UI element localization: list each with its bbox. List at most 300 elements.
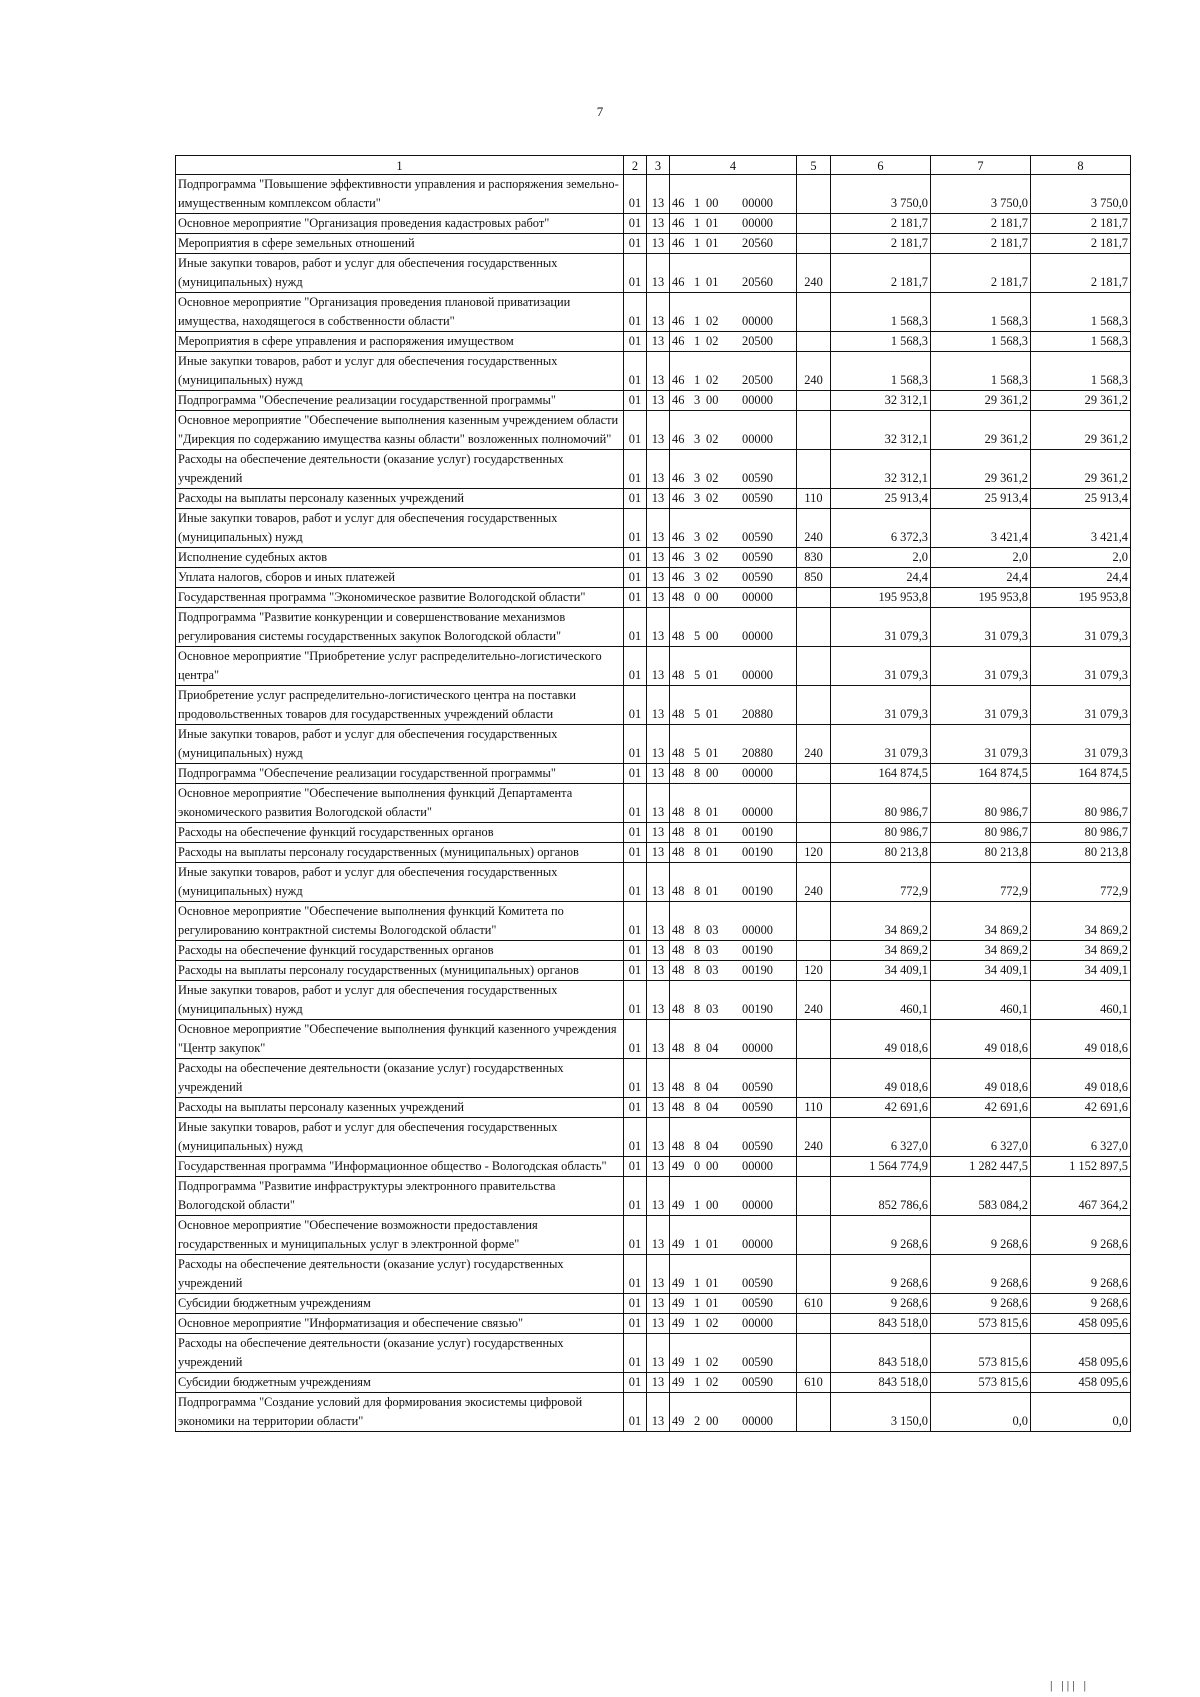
section-code: 01 xyxy=(624,1334,647,1373)
subsection-code: 13 xyxy=(647,784,670,823)
expense-type-code xyxy=(797,1334,831,1373)
amount-col-6: 9 268,6 xyxy=(831,1216,931,1255)
table-row xyxy=(176,1059,1131,1098)
target-article-part: 00000 xyxy=(742,1041,773,1055)
amount-col-6: 9 268,6 xyxy=(831,1294,931,1314)
target-article-part: 48 xyxy=(672,943,685,957)
target-article-part: 00000 xyxy=(742,766,773,780)
target-article-part: 00 xyxy=(706,393,719,407)
target-article-part: 46 xyxy=(672,393,685,407)
target-article-part: 00 xyxy=(706,590,719,604)
target-article-part: 00590 xyxy=(742,491,773,505)
row-name: Расходы на обеспечение деятельности (оказание услуг) государственных учреждений xyxy=(176,1334,624,1373)
target-article-part: 02 xyxy=(706,491,719,505)
target-article-part: 49 xyxy=(672,1237,685,1251)
expense-type-code: 830 xyxy=(797,548,831,568)
target-article-part: 02 xyxy=(706,471,719,485)
subsection-code: 13 xyxy=(647,588,670,608)
amount-col-7: 49 018,6 xyxy=(931,1059,1031,1098)
target-article-part: 48 xyxy=(672,629,685,643)
table-row xyxy=(176,1157,1131,1177)
target-article-part: 1 xyxy=(694,334,701,348)
amount-col-7: 80 986,7 xyxy=(931,784,1031,823)
section-code: 01 xyxy=(624,175,647,214)
target-article-code xyxy=(670,352,797,391)
expense-type-code xyxy=(797,332,831,352)
target-article-part: 8 xyxy=(694,766,701,780)
amount-col-7: 2 181,7 xyxy=(931,234,1031,254)
amount-col-6: 31 079,3 xyxy=(831,686,931,725)
target-article-code xyxy=(670,1216,797,1255)
column-header: 6 xyxy=(831,156,931,175)
row-name: Расходы на выплаты персоналу государственных (муниципальных) органов xyxy=(176,843,624,863)
section-code: 01 xyxy=(624,588,647,608)
subsection-code: 13 xyxy=(647,411,670,450)
target-article-part: 00590 xyxy=(742,530,773,544)
target-article-code xyxy=(670,1098,797,1118)
target-article-part: 46 xyxy=(672,314,685,328)
target-article-part: 48 xyxy=(672,845,685,859)
expense-type-code xyxy=(797,1059,831,1098)
expense-type-code xyxy=(797,293,831,332)
target-article-part: 00590 xyxy=(742,471,773,485)
row-name: Приобретение услуг распределительно-логистического центра на поставки продовольственных товаров для государственных учреждений области xyxy=(176,686,624,725)
subsection-code: 13 xyxy=(647,961,670,981)
amount-col-8: 2 181,7 xyxy=(1031,234,1131,254)
amount-col-6: 6 372,3 xyxy=(831,509,931,548)
target-article-part: 0 xyxy=(694,1159,701,1173)
amount-col-8: 9 268,6 xyxy=(1031,1294,1131,1314)
table-row xyxy=(176,568,1131,588)
subsection-code: 13 xyxy=(647,1098,670,1118)
amount-col-7: 772,9 xyxy=(931,863,1031,902)
amount-col-6: 24,4 xyxy=(831,568,931,588)
table-row xyxy=(176,1216,1131,1255)
amount-col-8: 9 268,6 xyxy=(1031,1255,1131,1294)
amount-col-8: 2,0 xyxy=(1031,548,1131,568)
amount-col-8: 164 874,5 xyxy=(1031,764,1131,784)
amount-col-8: 31 079,3 xyxy=(1031,608,1131,647)
expense-type-code xyxy=(797,647,831,686)
amount-col-6: 1 568,3 xyxy=(831,293,931,332)
subsection-code: 13 xyxy=(647,686,670,725)
amount-col-7: 31 079,3 xyxy=(931,647,1031,686)
table-row xyxy=(176,254,1131,293)
amount-col-7: 1 568,3 xyxy=(931,293,1031,332)
target-article-part: 00000 xyxy=(742,432,773,446)
amount-col-7: 573 815,6 xyxy=(931,1314,1031,1334)
subsection-code: 13 xyxy=(647,764,670,784)
amount-col-7: 195 953,8 xyxy=(931,588,1031,608)
row-name: Расходы на обеспечение деятельности (оказание услуг) государственных учреждений xyxy=(176,1255,624,1294)
table-row xyxy=(176,1314,1131,1334)
amount-col-6: 32 312,1 xyxy=(831,450,931,489)
target-article-part: 46 xyxy=(672,432,685,446)
target-article-code xyxy=(670,1177,797,1216)
amount-col-8: 458 095,6 xyxy=(1031,1314,1131,1334)
subsection-code: 13 xyxy=(647,941,670,961)
target-article-code xyxy=(670,254,797,293)
target-article-part: 49 xyxy=(672,1355,685,1369)
column-header: 7 xyxy=(931,156,1031,175)
row-name: Подпрограмма "Развитие инфраструктуры электронного правительства Вологодской области" xyxy=(176,1177,624,1216)
target-article-code xyxy=(670,1294,797,1314)
table-row xyxy=(176,1098,1131,1118)
amount-col-7: 3 421,4 xyxy=(931,509,1031,548)
amount-col-8: 34 869,2 xyxy=(1031,941,1131,961)
target-article-code xyxy=(670,489,797,509)
table-row xyxy=(176,981,1131,1020)
amount-col-8: 24,4 xyxy=(1031,568,1131,588)
amount-col-7: 573 815,6 xyxy=(931,1373,1031,1393)
expense-type-code xyxy=(797,588,831,608)
table-row xyxy=(176,902,1131,941)
row-name: Мероприятия в сфере земельных отношений xyxy=(176,234,624,254)
amount-col-6: 460,1 xyxy=(831,981,931,1020)
row-name: Подпрограмма "Развитие конкуренции и совершенствование механизмов регулирования системы государственных закупок Вологодской области" xyxy=(176,608,624,647)
column-header: 4 xyxy=(670,156,797,175)
amount-col-6: 1 568,3 xyxy=(831,332,931,352)
target-article-part: 00190 xyxy=(742,1002,773,1016)
amount-col-6: 2,0 xyxy=(831,548,931,568)
target-article-part: 48 xyxy=(672,1139,685,1153)
target-article-part: 49 xyxy=(672,1316,685,1330)
expense-type-code: 110 xyxy=(797,489,831,509)
target-article-part: 46 xyxy=(672,275,685,289)
target-article-part: 00 xyxy=(706,1159,719,1173)
target-article-part: 1 xyxy=(694,314,701,328)
target-article-part: 3 xyxy=(694,432,701,446)
subsection-code: 13 xyxy=(647,332,670,352)
expense-type-code: 240 xyxy=(797,254,831,293)
amount-col-8: 458 095,6 xyxy=(1031,1334,1131,1373)
section-code: 01 xyxy=(624,489,647,509)
target-article-part: 20560 xyxy=(742,236,773,250)
row-name: Мероприятия в сфере управления и распоряжения имуществом xyxy=(176,332,624,352)
target-article-part: 1 xyxy=(694,1375,701,1389)
amount-col-7: 80 986,7 xyxy=(931,823,1031,843)
target-article-part: 3 xyxy=(694,491,701,505)
table-row xyxy=(176,1393,1131,1432)
target-article-part: 03 xyxy=(706,923,719,937)
amount-col-7: 24,4 xyxy=(931,568,1031,588)
section-code: 01 xyxy=(624,784,647,823)
section-code: 01 xyxy=(624,1393,647,1432)
expense-type-code xyxy=(797,1314,831,1334)
section-code: 01 xyxy=(624,214,647,234)
section-code: 01 xyxy=(624,608,647,647)
target-article-part: 48 xyxy=(672,590,685,604)
target-article-part: 46 xyxy=(672,334,685,348)
row-name: Иные закупки товаров, работ и услуг для обеспечения государственных (муниципальных) нужд xyxy=(176,725,624,764)
amount-col-7: 49 018,6 xyxy=(931,1020,1031,1059)
amount-col-6: 32 312,1 xyxy=(831,391,931,411)
amount-col-7: 9 268,6 xyxy=(931,1255,1031,1294)
table-row xyxy=(176,450,1131,489)
subsection-code: 13 xyxy=(647,1059,670,1098)
amount-col-8: 80 213,8 xyxy=(1031,843,1131,863)
target-article-part: 8 xyxy=(694,1002,701,1016)
target-article-part: 00000 xyxy=(742,196,773,210)
target-article-part: 00000 xyxy=(742,923,773,937)
subsection-code: 13 xyxy=(647,1157,670,1177)
target-article-part: 03 xyxy=(706,943,719,957)
column-header: 8 xyxy=(1031,156,1131,175)
amount-col-8: 80 986,7 xyxy=(1031,823,1131,843)
amount-col-6: 1 564 774,9 xyxy=(831,1157,931,1177)
amount-col-8: 1 568,3 xyxy=(1031,332,1131,352)
table-row xyxy=(176,1255,1131,1294)
section-code: 01 xyxy=(624,1177,647,1216)
target-article-part: 46 xyxy=(672,216,685,230)
target-article-part: 00000 xyxy=(742,216,773,230)
table-row xyxy=(176,764,1131,784)
amount-col-6: 25 913,4 xyxy=(831,489,931,509)
expense-type-code xyxy=(797,823,831,843)
target-article-code xyxy=(670,1255,797,1294)
target-article-part: 46 xyxy=(672,196,685,210)
section-code: 01 xyxy=(624,1118,647,1157)
target-article-part: 01 xyxy=(706,746,719,760)
amount-col-8: 3 421,4 xyxy=(1031,509,1131,548)
amount-col-7: 1 568,3 xyxy=(931,332,1031,352)
row-name: Расходы на выплаты персоналу казенных учреждений xyxy=(176,489,624,509)
target-article-part: 00000 xyxy=(742,314,773,328)
target-article-part: 00590 xyxy=(742,1100,773,1114)
budget-table xyxy=(175,155,1131,1432)
target-article-part: 00 xyxy=(706,196,719,210)
subsection-code: 13 xyxy=(647,1020,670,1059)
column-header: 2 xyxy=(624,156,647,175)
target-article-part: 49 xyxy=(672,1198,685,1212)
target-article-part: 49 xyxy=(672,1159,685,1173)
table-row xyxy=(176,352,1131,391)
table-row xyxy=(176,1118,1131,1157)
amount-col-6: 3 750,0 xyxy=(831,175,931,214)
amount-col-6: 34 869,2 xyxy=(831,902,931,941)
section-code: 01 xyxy=(624,450,647,489)
row-name: Основное мероприятие "Организация проведения плановой приватизации имущества, находящегося в собственности области" xyxy=(176,293,624,332)
target-article-part: 3 xyxy=(694,550,701,564)
target-article-part: 5 xyxy=(694,707,701,721)
expense-type-code: 850 xyxy=(797,568,831,588)
amount-col-6: 49 018,6 xyxy=(831,1059,931,1098)
row-name: Расходы на обеспечение деятельности (оказание услуг) государственных учреждений xyxy=(176,1059,624,1098)
target-article-part: 8 xyxy=(694,1139,701,1153)
section-code: 01 xyxy=(624,352,647,391)
expense-type-code xyxy=(797,764,831,784)
target-article-part: 8 xyxy=(694,1080,701,1094)
amount-col-8: 29 361,2 xyxy=(1031,411,1131,450)
table-body xyxy=(176,175,1131,1432)
target-article-part: 1 xyxy=(694,275,701,289)
expense-type-code: 610 xyxy=(797,1294,831,1314)
target-article-code xyxy=(670,293,797,332)
target-article-part: 00000 xyxy=(742,1237,773,1251)
row-name: Основное мероприятие "Обеспечение выполнения функций Комитета по регулированию контрактной системы Вологодской области" xyxy=(176,902,624,941)
target-article-part: 8 xyxy=(694,845,701,859)
row-name: Исполнение судебных актов xyxy=(176,548,624,568)
target-article-part: 1 xyxy=(694,1296,701,1310)
amount-col-6: 843 518,0 xyxy=(831,1334,931,1373)
expense-type-code xyxy=(797,1255,831,1294)
subsection-code: 13 xyxy=(647,1177,670,1216)
target-article-part: 46 xyxy=(672,530,685,544)
subsection-code: 13 xyxy=(647,1216,670,1255)
target-article-part: 00190 xyxy=(742,963,773,977)
section-code: 01 xyxy=(624,1216,647,1255)
target-article-code xyxy=(670,1059,797,1098)
table-row xyxy=(176,489,1131,509)
target-article-part: 01 xyxy=(706,1237,719,1251)
amount-col-8: 29 361,2 xyxy=(1031,391,1131,411)
row-name: Иные закупки товаров, работ и услуг для обеспечения государственных (муниципальных) нужд xyxy=(176,981,624,1020)
column-header-row xyxy=(176,156,1131,175)
target-article-code xyxy=(670,234,797,254)
expense-type-code xyxy=(797,234,831,254)
table-row xyxy=(176,588,1131,608)
expense-type-code xyxy=(797,1393,831,1432)
target-article-part: 00000 xyxy=(742,1316,773,1330)
target-article-code xyxy=(670,686,797,725)
target-article-part: 1 xyxy=(694,1237,701,1251)
expense-type-code: 240 xyxy=(797,725,831,764)
row-name: Субсидии бюджетным учреждениям xyxy=(176,1294,624,1314)
target-article-part: 02 xyxy=(706,1316,719,1330)
target-article-part: 01 xyxy=(706,216,719,230)
amount-col-6: 1 568,3 xyxy=(831,352,931,391)
amount-col-8: 29 361,2 xyxy=(1031,450,1131,489)
amount-col-6: 2 181,7 xyxy=(831,214,931,234)
target-article-code xyxy=(670,1314,797,1334)
amount-col-8: 31 079,3 xyxy=(1031,686,1131,725)
amount-col-8: 460,1 xyxy=(1031,981,1131,1020)
expense-type-code xyxy=(797,1157,831,1177)
target-article-part: 5 xyxy=(694,746,701,760)
table-row xyxy=(176,1177,1131,1216)
amount-col-7: 80 213,8 xyxy=(931,843,1031,863)
target-article-code xyxy=(670,548,797,568)
section-code: 01 xyxy=(624,764,647,784)
amount-col-7: 9 268,6 xyxy=(931,1294,1031,1314)
target-article-part: 48 xyxy=(672,963,685,977)
subsection-code: 13 xyxy=(647,863,670,902)
row-name: Иные закупки товаров, работ и услуг для обеспечения государственных (муниципальных) нужд xyxy=(176,509,624,548)
target-article-code xyxy=(670,568,797,588)
target-article-part: 01 xyxy=(706,668,719,682)
target-article-code xyxy=(670,411,797,450)
target-article-part: 03 xyxy=(706,963,719,977)
amount-col-7: 573 815,6 xyxy=(931,1334,1031,1373)
target-article-code xyxy=(670,961,797,981)
expense-type-code xyxy=(797,686,831,725)
row-name: Иные закупки товаров, работ и услуг для обеспечения государственных (муниципальных) нужд xyxy=(176,352,624,391)
table-row xyxy=(176,725,1131,764)
target-article-part: 03 xyxy=(706,1002,719,1016)
subsection-code: 13 xyxy=(647,1393,670,1432)
row-name: Основное мероприятие "Информатизация и обеспечение связью" xyxy=(176,1314,624,1334)
amount-col-8: 0,0 xyxy=(1031,1393,1131,1432)
target-article-part: 48 xyxy=(672,668,685,682)
subsection-code: 13 xyxy=(647,1373,670,1393)
amount-col-6: 34 869,2 xyxy=(831,941,931,961)
amount-col-6: 843 518,0 xyxy=(831,1373,931,1393)
target-article-part: 00590 xyxy=(742,570,773,584)
amount-col-6: 32 312,1 xyxy=(831,411,931,450)
amount-col-6: 42 691,6 xyxy=(831,1098,931,1118)
row-name: Основное мероприятие "Обеспечение выполнения казенным учреждением области "Дирекция по содержанию имущества казны области" возложенных полномочий" xyxy=(176,411,624,450)
target-article-part: 04 xyxy=(706,1041,719,1055)
section-code: 01 xyxy=(624,1098,647,1118)
amount-col-7: 1 568,3 xyxy=(931,352,1031,391)
section-code: 01 xyxy=(624,509,647,548)
target-article-code xyxy=(670,863,797,902)
target-article-code xyxy=(670,784,797,823)
table-row xyxy=(176,961,1131,981)
table-row xyxy=(176,175,1131,214)
target-article-code xyxy=(670,647,797,686)
subsection-code: 13 xyxy=(647,254,670,293)
subsection-code: 13 xyxy=(647,981,670,1020)
row-name: Государственная программа "Экономическое развитие Вологодской области" xyxy=(176,588,624,608)
section-code: 01 xyxy=(624,1294,647,1314)
target-article-part: 00190 xyxy=(742,884,773,898)
target-article-part: 00000 xyxy=(742,805,773,819)
amount-col-8: 9 268,6 xyxy=(1031,1216,1131,1255)
amount-col-8: 1 152 897,5 xyxy=(1031,1157,1131,1177)
amount-col-8: 1 568,3 xyxy=(1031,352,1131,391)
target-article-code xyxy=(670,764,797,784)
subsection-code: 13 xyxy=(647,352,670,391)
section-code: 01 xyxy=(624,293,647,332)
amount-col-7: 34 869,2 xyxy=(931,902,1031,941)
target-article-part: 0 xyxy=(694,590,701,604)
row-name: Основное мероприятие "Организация проведения кадастровых работ" xyxy=(176,214,624,234)
target-article-part: 00590 xyxy=(742,550,773,564)
target-article-part: 00 xyxy=(706,629,719,643)
amount-col-7: 31 079,3 xyxy=(931,608,1031,647)
target-article-part: 02 xyxy=(706,334,719,348)
target-article-part: 3 xyxy=(694,530,701,544)
expense-type-code xyxy=(797,902,831,941)
target-article-part: 01 xyxy=(706,825,719,839)
target-article-part: 8 xyxy=(694,884,701,898)
target-article-code xyxy=(670,450,797,489)
row-name: Иные закупки товаров, работ и услуг для обеспечения государственных (муниципальных) нужд xyxy=(176,254,624,293)
table-row xyxy=(176,686,1131,725)
target-article-part: 00000 xyxy=(742,590,773,604)
target-article-code xyxy=(670,725,797,764)
amount-col-8: 772,9 xyxy=(1031,863,1131,902)
table-row xyxy=(176,843,1131,863)
target-article-part: 02 xyxy=(706,550,719,564)
amount-col-8: 42 691,6 xyxy=(1031,1098,1131,1118)
row-name: Расходы на обеспечение функций государственных органов xyxy=(176,823,624,843)
target-article-part: 01 xyxy=(706,275,719,289)
row-name: Подпрограмма "Создание условий для формирования экосистемы цифровой экономики на территории области" xyxy=(176,1393,624,1432)
table-row xyxy=(176,234,1131,254)
target-article-part: 00190 xyxy=(742,845,773,859)
section-code: 01 xyxy=(624,568,647,588)
section-code: 01 xyxy=(624,725,647,764)
target-article-part: 46 xyxy=(672,550,685,564)
amount-col-7: 29 361,2 xyxy=(931,450,1031,489)
amount-col-7: 9 268,6 xyxy=(931,1216,1031,1255)
column-header: 3 xyxy=(647,156,670,175)
row-name: Основное мероприятие "Обеспечение выполнения функций Департамента экономического развития Вологодской области" xyxy=(176,784,624,823)
target-article-part: 20880 xyxy=(742,746,773,760)
subsection-code: 13 xyxy=(647,1314,670,1334)
